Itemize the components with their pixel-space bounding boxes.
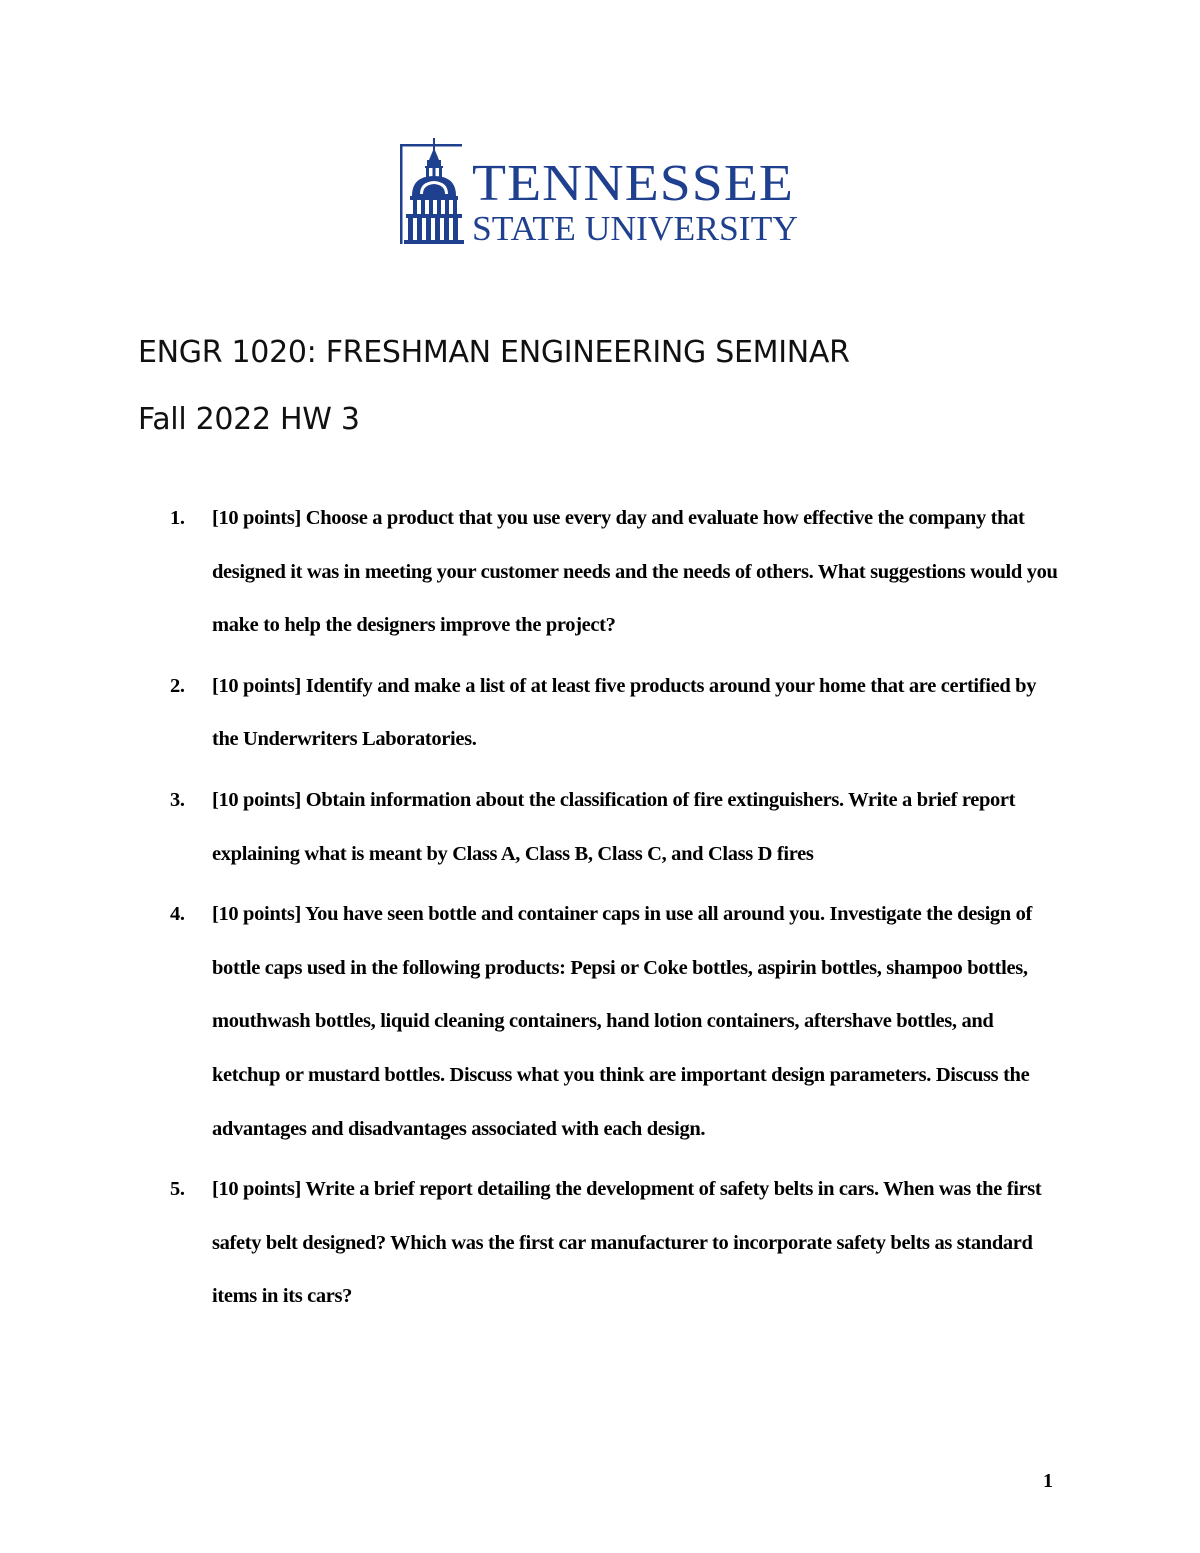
question-text: [10 points] Choose a product that you use every day and evaluate how effective the company that designed it was in meeting your customer needs and the needs of others. What suggestions would you make to help the designers improve the project? (212, 507, 1058, 637)
question-number: 3. (170, 788, 185, 811)
document-title: ENGR 1020: FRESHMAN ENGINEERING SEMINAR (138, 335, 850, 370)
question-number: 4. (170, 903, 185, 926)
question-item (170, 492, 1065, 653)
logo-wordmark-line1: TENNESSEE (472, 155, 794, 212)
question-item (170, 888, 1065, 1156)
university-logo (400, 138, 802, 246)
question-number: 5. (170, 1178, 185, 1201)
question-number: 1. (170, 507, 185, 529)
question-text: [10 points] Identify and make a list of at least five products around your home that are certified by the Underwriters Laboratories. (212, 674, 1037, 751)
question-text: [10 points] Write a brief report detailing the development of safety belts in cars. When was the first safety belt designed? Which was the first car manufacturer to incorporate safety belts as standard items in its cars? (212, 1178, 1042, 1308)
question-item (170, 774, 1065, 881)
question-text: [10 points] Obtain information about the classification of fire extinguishers. Write a brief report explaining what is meant by Class A, Class B, Class C, and Class D fires (212, 788, 1016, 865)
document-subtitle: Fall 2022 HW 3 (138, 402, 360, 437)
question-text: [10 points] You have seen bottle and container caps in use all around you. Investigate the design of bottle caps used in the following products: Pepsi or Coke bottles, aspirin bottles, shampoo bottles, mouthwash bottles, liquid cleaning containers, hand lotion containers, aftershave bottles, and ketchup or mustard bottles. Discuss what you think are important design parameters. Discuss the advantages and disadvantages associated with each design. (212, 903, 1033, 1140)
page-number: 1 (1043, 1470, 1053, 1492)
university-tower-icon (400, 138, 802, 246)
logo-wordmark-line2: STATE UNIVERSITY (472, 209, 798, 246)
question-item (170, 660, 1065, 767)
question-item (170, 1163, 1065, 1324)
question-number: 2. (170, 674, 185, 697)
questions-list (170, 492, 1065, 1331)
